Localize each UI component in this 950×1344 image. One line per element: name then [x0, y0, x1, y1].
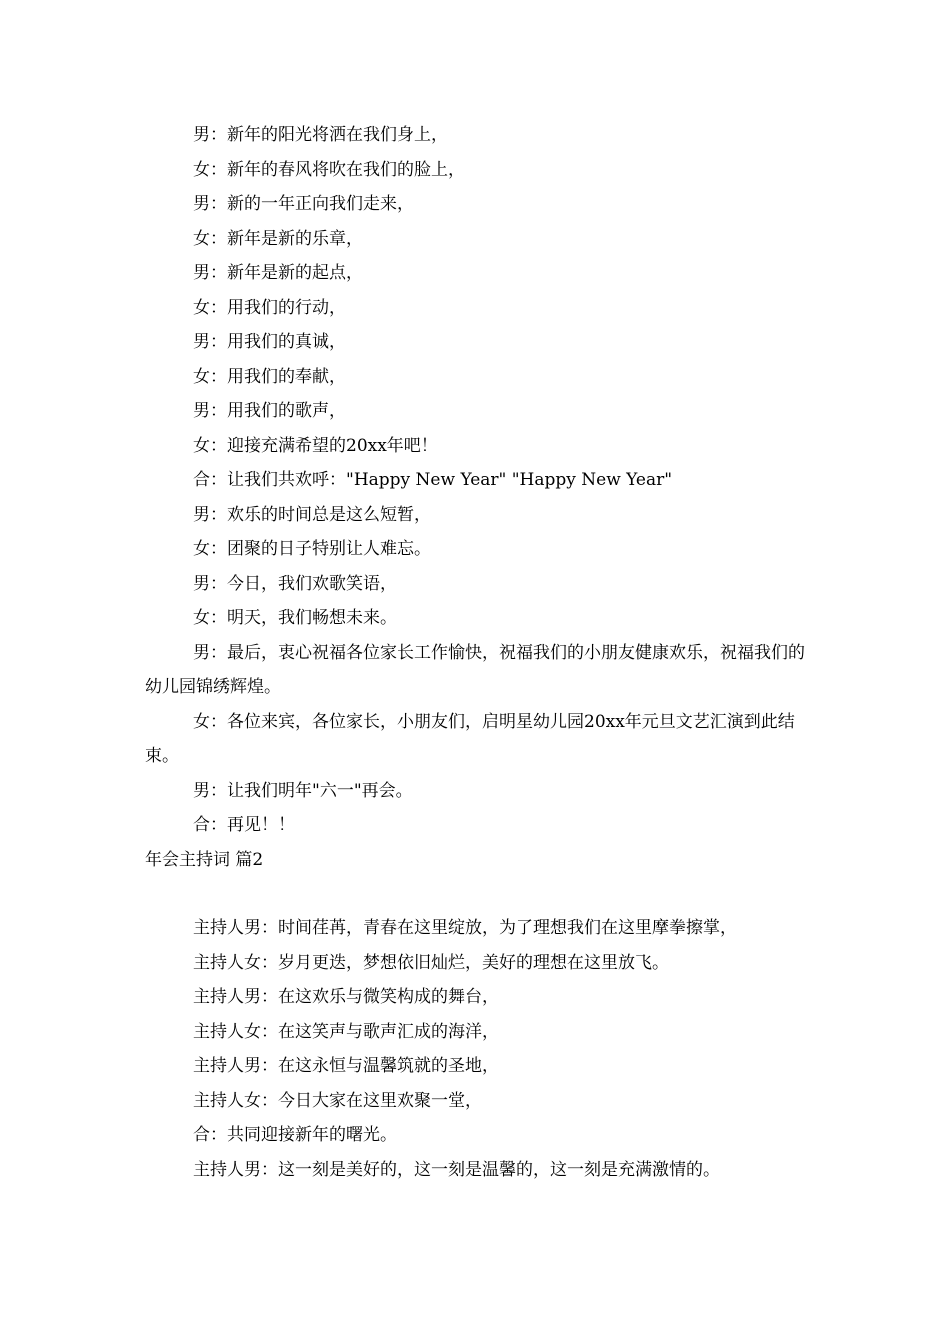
- dialogue-line: 合：让我们共欢呼："Happy New Year" "Happy New Year": [193, 470, 673, 490]
- dialogue-line: 男：欢乐的时间总是这么短暂，: [193, 504, 431, 525]
- dialogue-line: 主持人女：今日大家在这里欢聚一堂，: [193, 1090, 482, 1111]
- dialogue-line: 主持人女：岁月更迭，梦想依旧灿烂，美好的理想在这里放飞。: [193, 952, 669, 973]
- dialogue-line: 主持人女：在这笑声与歌声汇成的海洋，: [193, 1021, 499, 1042]
- section-heading: 年会主持词 篇2: [145, 849, 264, 870]
- dialogue-line: 男：新年是新的起点，: [193, 263, 363, 283]
- dialogue-line: 合：再见！！: [193, 815, 295, 835]
- dialogue-line: 男：让我们明年"六一"再会。: [193, 780, 413, 801]
- dialogue-line: 主持人男：这一刻是美好的，这一刻是温馨的，这一刻是充满激情的。: [193, 1159, 720, 1180]
- dialogue-line: 主持人男：在这欢乐与微笑构成的舞台，: [193, 987, 499, 1007]
- dialogue-line: 男：用我们的真诚，: [193, 332, 346, 352]
- dialogue-line: 主持人男：时间荏苒，青春在这里绽放，为了理想我们在这里摩拳擦掌，: [193, 918, 737, 938]
- document-body: [145, 118, 810, 1187]
- dialogue-line: 男：今日，我们欢歌笑语，: [193, 573, 397, 594]
- dialogue-line: 男：用我们的歌声，: [193, 401, 346, 421]
- dialogue-line: 女：用我们的奉献，: [193, 366, 346, 387]
- dialogue-paragraph: 女：各位来宾，各位家长，小朋友们，启明星幼儿园20xx年元旦文艺汇演到此结束。: [145, 711, 795, 766]
- dialogue-line: 女：迎接充满希望的20xx年吧！: [193, 435, 438, 456]
- dialogue-line: 男：新年的阳光将洒在我们身上，: [193, 125, 448, 145]
- section-gap: [145, 877, 810, 911]
- dialogue-paragraph: 男：最后，衷心祝福各位家长工作愉快，祝福我们的小朋友健康欢乐，祝福我们的幼儿园锦绣辉煌。: [145, 642, 805, 697]
- dialogue-line: 女：用我们的行动，: [193, 297, 346, 318]
- dialogue-line: 男：新的一年正向我们走来，: [193, 194, 414, 214]
- dialogue-line: 女：明天，我们畅想未来。: [193, 608, 397, 628]
- dialogue-line: 主持人男：在这永恒与温馨筑就的圣地，: [193, 1056, 499, 1076]
- dialogue-line: 女：团聚的日子特别让人难忘。: [193, 539, 431, 559]
- dialogue-line: 女：新年的春风将吹在我们的脸上，: [193, 159, 465, 180]
- dialogue-line: 合：共同迎接新年的曙光。: [193, 1125, 397, 1145]
- dialogue-line: 女：新年是新的乐章，: [193, 228, 363, 249]
